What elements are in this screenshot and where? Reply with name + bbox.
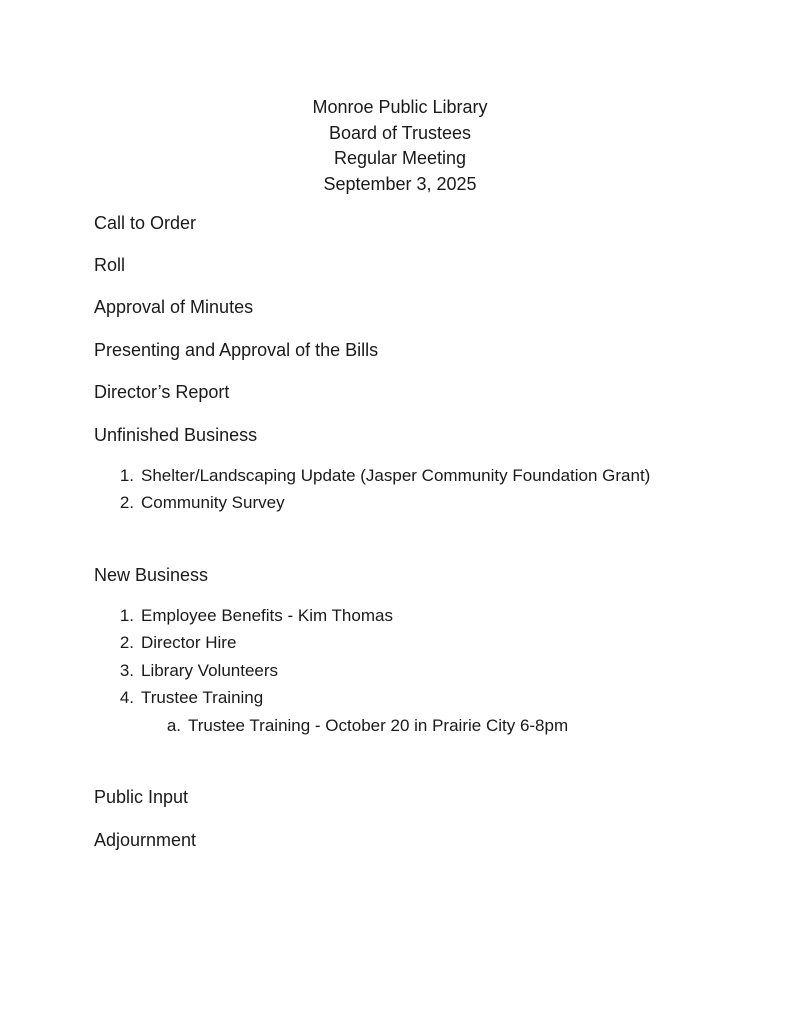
list-item-number: 1.	[119, 466, 134, 485]
agenda-item-new-business: New Business	[94, 565, 209, 585]
agenda-item-public-input: Public Input	[94, 787, 189, 807]
agenda-item-roll: Roll	[94, 255, 126, 275]
agenda-item-unfinished-business: Unfinished Business	[94, 425, 258, 445]
list-item	[112, 659, 278, 683]
meeting-date: September 3, 2025	[323, 174, 477, 195]
list-item	[112, 631, 236, 655]
list-item	[112, 464, 650, 488]
list-item-number: 2.	[119, 493, 134, 512]
list-item-text: Community Survey	[141, 493, 285, 512]
sub-list-item	[159, 714, 568, 738]
list-item-number: 4.	[119, 688, 134, 707]
agenda-item-adjournment: Adjournment	[94, 830, 197, 850]
sub-list-item-text: Trustee Training - October 20 in Prairie City 6-8pm	[188, 716, 569, 735]
agenda-item-bills: Presenting and Approval of the Bills	[94, 340, 379, 360]
list-item	[112, 604, 393, 628]
list-item-text: Library Volunteers	[141, 661, 279, 680]
list-item-number: 1.	[119, 606, 134, 625]
agenda-item-call-to-order: Call to Order	[94, 213, 197, 233]
agenda-item-directors-report: Director’s Report	[94, 382, 230, 402]
list-item-number: 3.	[119, 661, 134, 680]
list-item-text: Director Hire	[141, 633, 237, 652]
list-item	[112, 686, 263, 710]
list-item	[112, 491, 285, 515]
list-item-text: Shelter/Landscaping Update (Jasper Community Foundation Grant)	[141, 466, 651, 485]
meeting-type: Regular Meeting	[333, 148, 467, 169]
list-item-number: 2.	[119, 633, 134, 652]
list-item-text: Trustee Training	[141, 688, 264, 707]
agenda-item-approval-of-minutes: Approval of Minutes	[94, 297, 254, 317]
sub-list-item-letter: a.	[166, 716, 181, 735]
library-name: Monroe Public Library	[312, 97, 488, 117]
board-name: Board of Trustees	[328, 122, 472, 143]
list-item-text: Employee Benefits - Kim Thomas	[141, 606, 393, 625]
document-header	[0, 95, 800, 198]
